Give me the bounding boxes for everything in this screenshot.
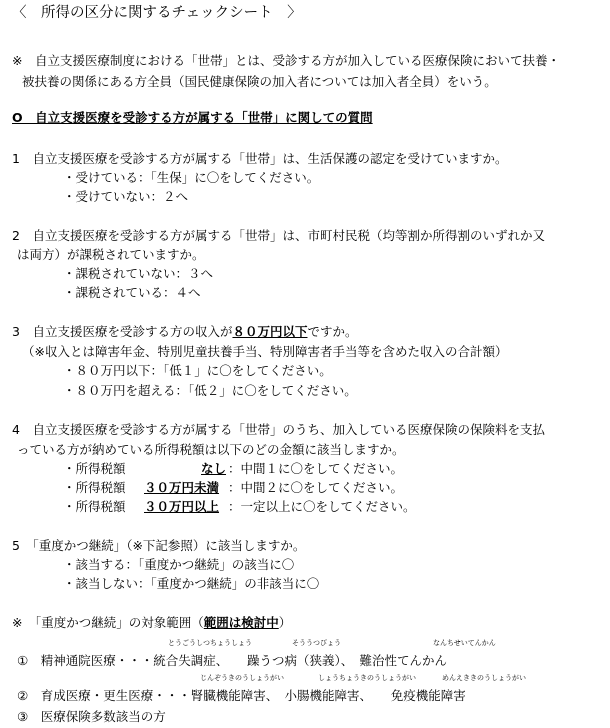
question-4-option-1-amount: なし xyxy=(201,461,227,476)
question-1-option-2: ・受けていない：２へ xyxy=(63,189,189,204)
question-4-option-2-amount: ３０万円未満 xyxy=(144,480,220,495)
ruby-men-ekikinoshogai: めんえききのうしょうがい xyxy=(442,674,526,682)
question-4-line-2: っている方が納めている所得税額は以下のどの金額に該当しますか。 xyxy=(17,442,405,457)
question-4-option-2-label: ・所得税額 xyxy=(63,480,126,495)
question-4-option-3-result: ：一定以上に〇をしてください。 xyxy=(228,499,416,514)
question-4-line-1: 4 自立支援医療を受診する方が属する「世帯」のうち、加入している医療保険の保険料を支払 xyxy=(12,422,545,437)
scope-heading-prefix: ※ 「重度かつ継続」の対象範囲（ xyxy=(12,615,204,630)
page-title: 〈 所得の区分に関するチェックシート 〉 xyxy=(12,5,302,21)
scope-item-3: ③ 医療保険多数該当の方 xyxy=(17,709,166,724)
scope-heading xyxy=(12,617,291,630)
question-5-option-2: ・該当しない：「重度かつ継続」の非該当に〇 xyxy=(63,576,320,591)
question-3-option-1: ・８０万円以下：「低１」に〇をしてください。 xyxy=(63,363,332,378)
ruby-soutsubyo: そううつびょう xyxy=(292,639,341,647)
question-4-option-1-label: ・所得税額 xyxy=(63,461,126,476)
question-1-option-1: ・受けている：「生保」に〇をしてください。 xyxy=(63,170,320,185)
question-3-option-2: ・８０万円を超える：「低２」に〇をしてください。 xyxy=(63,383,357,398)
question-3 xyxy=(12,326,358,339)
question-1: 1 自立支援医療を受診する方が属する「世帯」は、生活保護の認定を受けていますか。 xyxy=(12,151,508,166)
note-line-1: ※ 自立支援医療制度における「世帯」とは、受診する方が加入している医療保険において扶養・ xyxy=(12,53,560,68)
ruby-shochokinoshogai: しょうちょうきのうしょうがい xyxy=(318,674,416,682)
ruby-togoshitchosho: とうごうしつちょうしょう xyxy=(168,639,252,647)
question-4-option-3-label: ・所得税額 xyxy=(63,499,126,514)
question-2-line-2: は両方）が課税されていますか。 xyxy=(17,247,205,262)
note-line-2: 被扶養の関係にある方全員（国民健康保険の加入者については加入者全員）をいう。 xyxy=(22,74,497,89)
question-3-emphasis: ８０万円以下 xyxy=(232,324,308,339)
scope-heading-emphasis: 範囲は検討中 xyxy=(203,615,279,630)
question-3-prefix: 3 自立支援医療を受診する方の収入が xyxy=(12,324,233,339)
question-2-line-1: 2 自立支援医療を受診する方が属する「世帯」は、市町村民税（均等割か所得割のいずれか又 xyxy=(12,228,545,243)
section-heading: O 自立支援医療を受診する方が属する「世帯」に関しての質問 xyxy=(12,110,373,125)
scope-item-1: ① 精神通院医療・・・統合失調症、 躁うつ病（狭義）、 難治性てんかん xyxy=(17,653,447,668)
scope-heading-suffix: ） xyxy=(278,615,292,630)
scope-item-2: ② 育成医療・更生医療・・・腎臓機能障害、 小腸機能障害、 免疫機能障害 xyxy=(17,688,466,703)
question-5: 5 「重度かつ継続」（※下記参照）に該当しますか。 xyxy=(12,538,306,553)
ruby-nanchiseitenkan: なんちせいてんかん xyxy=(433,639,496,647)
question-3-suffix: ですか。 xyxy=(307,324,358,339)
question-2-option-2: ・課税されている：４へ xyxy=(63,285,201,300)
question-4-option-2-result: ：中間２に〇をしてください。 xyxy=(228,480,404,495)
question-4-option-3-amount: ３０万円以上 xyxy=(144,499,220,514)
question-4-option-1-result: ：中間１に〇をしてください。 xyxy=(228,461,404,476)
question-5-option-1: ・該当する：「重度かつ継続」の該当に〇 xyxy=(63,557,295,572)
question-2-option-1: ・課税されていない：３へ xyxy=(63,266,214,281)
ruby-jinzokinoshogai: じんぞうきのうしょうがい xyxy=(200,674,284,682)
question-3-note: （※収入とは障害年金、特別児童扶養手当、特別障害者手当等を含めた収入の合計額） xyxy=(22,344,508,359)
